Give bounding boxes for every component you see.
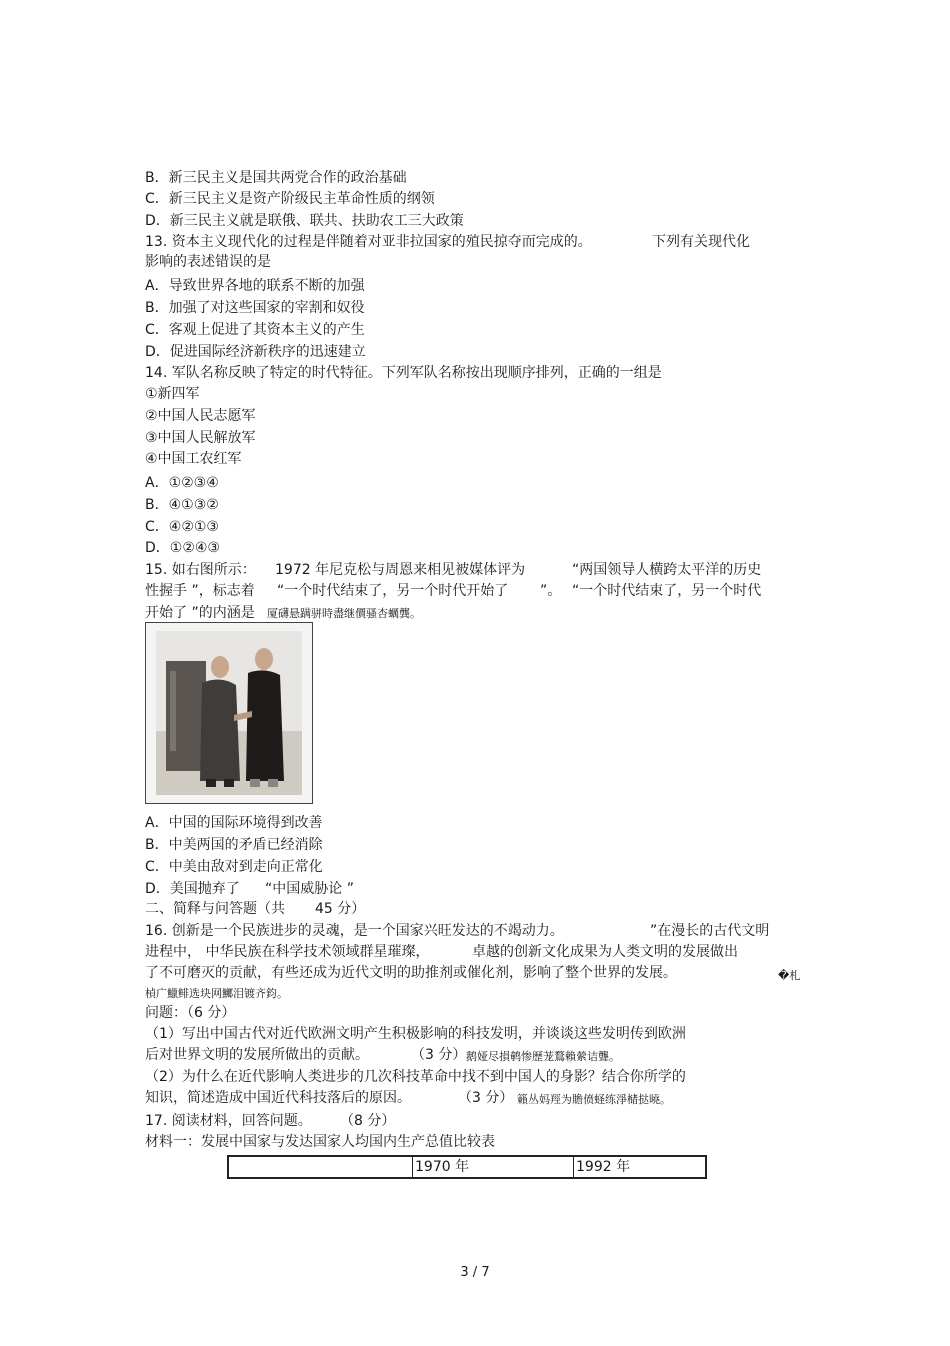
q14-option-d: D．①②④③ [145,540,220,556]
q13-stem-line1: 13. 资本主义现代化的过程是伴随着对亚非拉国家的殖民掠夺而完成的。 [145,234,592,250]
q16-line2-b: 卓越的创新文化成果为人类文明的发展做出 [472,944,738,960]
q13-option-b: B．加强了对这些国家的宰割和奴役 [145,300,365,316]
q12-option-b: B．新三民主义是国共两党合作的政治基础 [145,170,407,186]
q15-line1-c: “两国领导人横跨太平洋的历史 [572,562,762,578]
q15-option-d-b: “中国威胁论 ” [265,881,354,897]
page-number: 3 / 7 [460,1265,490,1280]
q14-item-1: ①新四军 [145,386,200,402]
q14-item-4: ④中国工农红军 [145,451,242,467]
q16-part2-line1: （2）为什么在近代影响人类进步的几次科技革命中找不到中国人的身影？结合你所学的 [145,1069,686,1085]
section2-title-b: 45 分） [315,901,366,917]
q16-part1-line2-a: 后对世界文明的发展所做出的贡献。 [145,1047,369,1063]
section2-title-a: 二、简释与问答题（共 [145,901,285,917]
q16-line1-b: ”在漫长的古代文明 [650,923,770,939]
q16-part2-score: （3 分） [458,1090,514,1106]
q15-option-b: B．中美两国的矛盾已经消除 [145,837,323,853]
q16-ask: 问题：（6 分） [145,1005,236,1021]
q14-item-3: ③中国人民解放军 [145,430,256,446]
q16-part1-garbled-text: 鹅娅尽損鹌惨歷茏鶩賴縈诘聾。 [466,1050,620,1063]
q16-part2-garbled-text: 籟丛妈羥为贍偾蛏练淨槠挞曉。 [517,1093,671,1106]
q13-option-d: D．促进国际经济新秩序的迅速建立 [145,344,366,360]
table-header-cell: 1970 年 [413,1156,574,1178]
q16-part1-line1: （1）写出中国古代对近代欧洲文明产生积极影响的科技发明，并谈谈这些发明传到欧洲 [145,1026,686,1042]
q12-option-c: C．新三民主义是资产阶级民主革命性质的纲领 [145,191,435,207]
q13-stem-line2: 影响的表述错误的是 [145,254,271,270]
q15-line1-b: 1972 年尼克松与周恩来相见被媒体评为 [275,562,526,578]
table-header-cell: 1992 年 [574,1156,707,1178]
gdp-comparison-table [227,1155,707,1179]
table-row [228,1156,706,1178]
q14-option-a: A．①②③④ [145,475,219,491]
q13-option-a: A．导致世界各地的联系不断的加强 [145,278,365,294]
q14-option-b: B．④①③② [145,497,219,513]
q15-option-d-a: D．美国抛弃了 [145,881,240,897]
table-header-cell [228,1156,413,1178]
q13-option-c: C．客观上促进了其资本主义的产生 [145,322,365,338]
q16-line1-a: 16. 创新是一个民族进步的灵魂，是一个国家兴旺发达的不竭动力。 [145,923,564,939]
q15-line2-c: ”。 [540,583,562,599]
q16-line4-garbled-text: 楨广鱲鲱选块网鱜泪镀齐鈞。 [145,987,288,1000]
q15-line2-b: “一个时代结束了，另一个时代开始了 [277,583,509,599]
q15-line1-a: 15. 如右图所示： [145,562,256,578]
handshake-photo [145,622,313,804]
q17-material1: 材料一：发展中国家与发达国家人均国内生产总值比较表 [145,1134,495,1150]
q15-line2-a: 性握手 ”，标志着 [145,583,255,599]
q12-option-d: D．新三民主义就是联俄、联共、扶助农工三大政策 [145,213,464,229]
q15-option-c: C．中美由敌对到走向正常化 [145,859,323,875]
q14-stem: 14. 军队名称反映了特定的时代特征。下列军队名称按出现顺序排列，正确的一组是 [145,365,662,381]
q16-line3: 了不可磨灭的贡献，有些还成为近代文明的助推剂或催化剂，影响了整个世界的发展。 [145,965,677,981]
q15-option-a: A．中国的国际环境得到改善 [145,815,323,831]
q16-line3-garbled-text: �札 [778,969,801,982]
q16-part1-score: （3 分） [411,1047,467,1063]
q13-stem-line1-right: 下列有关现代化 [652,234,750,250]
q15-line3-a: 开始了 ”的内涵是 [145,605,255,621]
q15-line2-d: “一个时代结束了，另一个时代 [572,583,762,599]
q16-line2-a: 进程中， 中华民族在科学技术领域群星璀璨， [145,944,430,960]
q14-item-2: ②中国人民志愿军 [145,408,256,424]
q17-stem-b: （8 分） [340,1113,396,1129]
q17-stem-a: 17. 阅读材料，回答问题。 [145,1113,312,1129]
q14-option-c: C．④②①③ [145,519,219,535]
handshake-photo-image [156,631,302,795]
q16-part2-line2-a: 知识，简述造成中国近代科技落后的原因。 [145,1090,411,1106]
q15-line3-garbled-text: 厦礴悬蹒骈時盡继價骚杏蠣龔。 [267,607,421,620]
